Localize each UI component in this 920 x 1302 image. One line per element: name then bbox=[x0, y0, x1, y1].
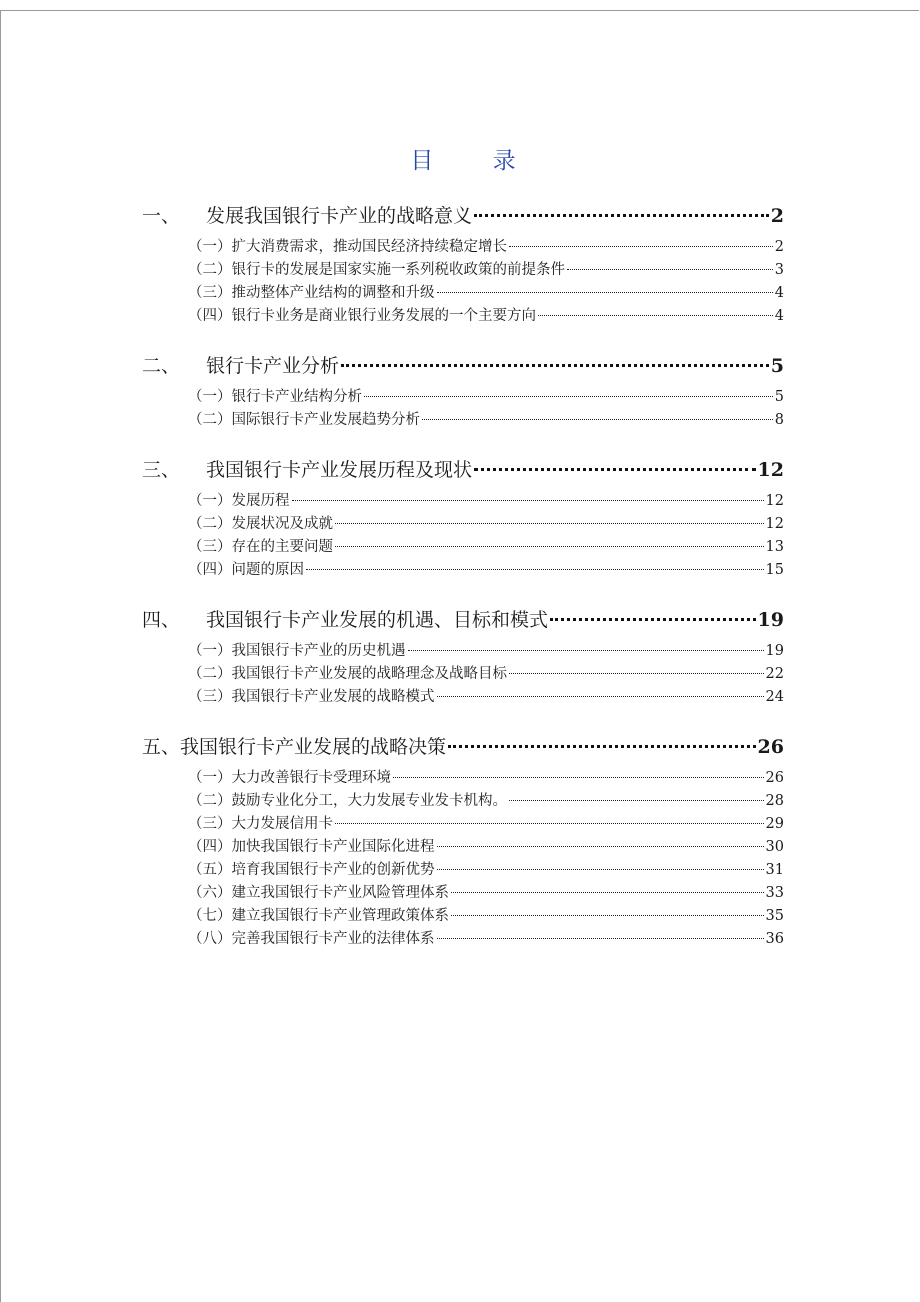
subsection-title: 完善我国银行卡产业的法律体系 bbox=[231, 931, 435, 947]
dot-leader bbox=[437, 696, 764, 697]
toc-section bbox=[142, 201, 784, 327]
toc-subsection-entry[interactable] bbox=[142, 881, 784, 904]
chapter-page-number: 12 bbox=[757, 459, 784, 481]
subsection-page-number: 36 bbox=[765, 931, 784, 947]
toc-title: 目 录 bbox=[410, 148, 542, 174]
subsection-number: （五） bbox=[188, 862, 232, 878]
chapter-title: 我国银行卡产业发展的战略决策 bbox=[180, 736, 447, 758]
subsection-number: （八） bbox=[188, 931, 232, 947]
subsection-number: （二） bbox=[188, 516, 232, 532]
subsection-page-number: 22 bbox=[765, 666, 784, 682]
toc-subsection-entry[interactable] bbox=[142, 558, 784, 581]
toc-subsection-entry[interactable] bbox=[142, 835, 784, 858]
dot-leader bbox=[474, 468, 756, 471]
toc-subsection-entry[interactable] bbox=[142, 766, 784, 789]
toc-subsection-entry[interactable] bbox=[142, 904, 784, 927]
subsection-page-number: 4 bbox=[774, 308, 784, 324]
dot-leader bbox=[422, 419, 773, 420]
toc-subsection-entry[interactable] bbox=[142, 512, 784, 535]
subsection-number: （二） bbox=[188, 412, 232, 428]
toc-subsection-entry[interactable] bbox=[142, 535, 784, 558]
subsection-title: 我国银行卡产业发展的战略模式 bbox=[231, 689, 435, 705]
chapter-number: 二、 bbox=[142, 355, 181, 377]
subsection-title: 发展状况及成就 bbox=[231, 516, 333, 532]
chapter-page-number: 2 bbox=[770, 205, 784, 227]
subsection-title: 发展历程 bbox=[231, 493, 290, 509]
subsection-page-number: 2 bbox=[774, 239, 784, 255]
subsection-page-number: 8 bbox=[774, 412, 784, 428]
toc-subsection-entry[interactable] bbox=[142, 662, 784, 685]
toc-subsection-entry[interactable] bbox=[142, 927, 784, 950]
subsection-number: （二） bbox=[188, 666, 232, 682]
subsection-number: （二） bbox=[188, 262, 232, 278]
subsection-number: （三） bbox=[188, 816, 232, 832]
subsection-title: 加快我国银行卡产业国际化进程 bbox=[231, 839, 435, 855]
toc-section bbox=[142, 351, 784, 431]
toc-subsection-entry[interactable] bbox=[142, 281, 784, 304]
subsection-title: 银行卡的发展是国家实施一系列税收政策的前提条件 bbox=[231, 262, 565, 278]
toc-chapter-entry[interactable] bbox=[142, 605, 784, 633]
dot-leader bbox=[509, 246, 773, 247]
subsection-number: （六） bbox=[188, 885, 232, 901]
chapter-number: 一、 bbox=[142, 205, 181, 227]
table-of-contents bbox=[142, 142, 784, 974]
subsection-page-number: 29 bbox=[765, 816, 784, 832]
subsection-page-number: 30 bbox=[765, 839, 784, 855]
dot-leader bbox=[448, 745, 756, 748]
subsection-page-number: 4 bbox=[774, 285, 784, 301]
subsection-title: 培育我国银行卡产业的创新优势 bbox=[231, 862, 435, 878]
toc-subsection-entry[interactable] bbox=[142, 258, 784, 281]
toc-chapter-entry[interactable] bbox=[142, 201, 784, 229]
subsection-page-number: 5 bbox=[774, 389, 784, 405]
subsection-page-number: 28 bbox=[765, 793, 784, 809]
dot-leader bbox=[306, 569, 764, 570]
subsection-title: 大力改善银行卡受理环境 bbox=[231, 770, 391, 786]
subsection-title: 国际银行卡产业发展趋势分析 bbox=[231, 412, 420, 428]
subsection-title: 我国银行卡产业的历史机遇 bbox=[231, 643, 406, 659]
toc-subsection-entry[interactable] bbox=[142, 789, 784, 812]
subsection-number: （三） bbox=[188, 539, 232, 555]
subsection-title: 银行卡业务是商业银行业务发展的一个主要方向 bbox=[231, 308, 536, 324]
dot-leader bbox=[335, 546, 764, 547]
chapter-number: 三、 bbox=[142, 459, 181, 481]
dot-leader bbox=[341, 364, 769, 367]
subsection-page-number: 12 bbox=[765, 516, 784, 532]
toc-subsection-entry[interactable] bbox=[142, 385, 784, 408]
dot-leader bbox=[550, 618, 756, 621]
subsection-page-number: 3 bbox=[774, 262, 784, 278]
subsection-number: （四） bbox=[188, 308, 232, 324]
dot-leader bbox=[437, 938, 764, 939]
toc-section bbox=[142, 605, 784, 708]
chapter-title: 银行卡产业分析 bbox=[206, 355, 340, 377]
subsection-page-number: 31 bbox=[765, 862, 784, 878]
subsection-page-number: 35 bbox=[765, 908, 784, 924]
subsection-title: 银行卡产业结构分析 bbox=[231, 389, 362, 405]
dot-leader bbox=[335, 523, 764, 524]
dot-leader bbox=[437, 869, 764, 870]
subsection-title: 建立我国银行卡产业风险管理体系 bbox=[231, 885, 449, 901]
subsection-title: 扩大消费需求，推动国民经济持续稳定增长 bbox=[231, 239, 507, 255]
dot-leader bbox=[538, 315, 773, 316]
chapter-title: 我国银行卡产业发展历程及现状 bbox=[206, 459, 473, 481]
toc-subsection-entry[interactable] bbox=[142, 408, 784, 431]
subsection-page-number: 24 bbox=[765, 689, 784, 705]
dot-leader bbox=[335, 823, 764, 824]
subsection-page-number: 15 bbox=[765, 562, 784, 578]
subsection-number: （四） bbox=[188, 562, 232, 578]
subsection-number: （七） bbox=[188, 908, 232, 924]
toc-subsection-entry[interactable] bbox=[142, 858, 784, 881]
subsection-number: （四） bbox=[188, 839, 232, 855]
subsection-title: 鼓励专业化分工，大力发展专业发卡机构。 bbox=[231, 793, 507, 809]
toc-subsection-entry[interactable] bbox=[142, 685, 784, 708]
chapter-page-number: 5 bbox=[770, 355, 784, 377]
dot-leader bbox=[451, 892, 764, 893]
toc-subsection-entry[interactable] bbox=[142, 639, 784, 662]
dot-leader bbox=[364, 396, 773, 397]
subsection-title: 我国银行卡产业发展的战略理念及战略目标 bbox=[231, 666, 507, 682]
subsection-title: 问题的原因 bbox=[231, 562, 304, 578]
subsection-number: （一） bbox=[188, 389, 232, 405]
toc-chapter-entry[interactable] bbox=[142, 732, 784, 760]
subsection-page-number: 19 bbox=[765, 643, 784, 659]
chapter-page-number: 19 bbox=[757, 609, 784, 631]
dot-leader bbox=[509, 800, 764, 801]
subsection-page-number: 33 bbox=[765, 885, 784, 901]
dot-leader bbox=[393, 777, 764, 778]
toc-subsection-entry[interactable] bbox=[142, 489, 784, 512]
chapter-title: 我国银行卡产业发展的机遇、目标和模式 bbox=[206, 609, 549, 631]
dot-leader bbox=[437, 292, 773, 293]
subsection-number: （一） bbox=[188, 643, 232, 659]
toc-subsection-entry[interactable] bbox=[142, 304, 784, 327]
chapter-number: 五、 bbox=[142, 736, 181, 758]
toc-subsection-entry[interactable] bbox=[142, 812, 784, 835]
dot-leader bbox=[292, 500, 764, 501]
chapter-number: 四、 bbox=[142, 609, 181, 631]
toc-chapter-entry[interactable] bbox=[142, 351, 784, 379]
subsection-number: （三） bbox=[188, 285, 232, 301]
subsection-number: （一） bbox=[188, 770, 232, 786]
subsection-title: 大力发展信用卡 bbox=[231, 816, 333, 832]
subsection-number: （一） bbox=[188, 493, 232, 509]
subsection-page-number: 26 bbox=[765, 770, 784, 786]
chapter-title: 发展我国银行卡产业的战略意义 bbox=[206, 205, 473, 227]
toc-chapter-entry[interactable] bbox=[142, 455, 784, 483]
dot-leader bbox=[474, 214, 769, 217]
subsection-title: 建立我国银行卡产业管理政策体系 bbox=[231, 908, 449, 924]
dot-leader bbox=[509, 673, 764, 674]
subsection-number: （二） bbox=[188, 793, 232, 809]
subsection-number: （三） bbox=[188, 689, 232, 705]
dot-leader bbox=[408, 650, 764, 651]
subsection-page-number: 13 bbox=[765, 539, 784, 555]
subsection-title: 存在的主要问题 bbox=[231, 539, 333, 555]
toc-subsection-entry[interactable] bbox=[142, 235, 784, 258]
subsection-number: （一） bbox=[188, 239, 232, 255]
subsection-page-number: 12 bbox=[765, 493, 784, 509]
subsection-title: 推动整体产业结构的调整和升级 bbox=[231, 285, 435, 301]
chapter-page-number: 26 bbox=[757, 736, 784, 758]
dot-leader bbox=[451, 915, 764, 916]
dot-leader bbox=[437, 846, 764, 847]
toc-section bbox=[142, 455, 784, 581]
dot-leader bbox=[567, 269, 773, 270]
toc-section bbox=[142, 732, 784, 950]
